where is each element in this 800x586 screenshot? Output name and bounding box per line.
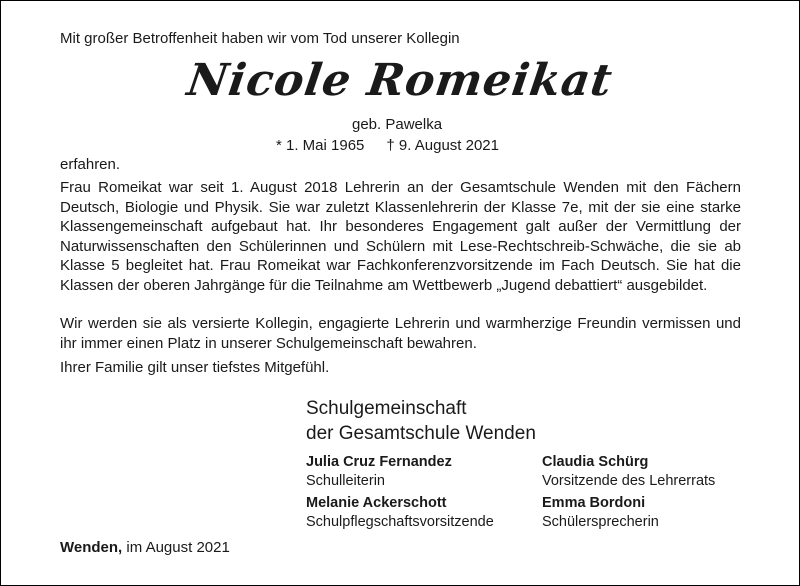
signatory bbox=[306, 453, 452, 491]
signatory-role: Schulleiterin bbox=[306, 473, 385, 489]
signatory-role: Schulpflegschaftsvorsitzende bbox=[306, 514, 494, 530]
signatory bbox=[542, 494, 659, 532]
deceased-name: Nicole Romeikat bbox=[184, 55, 616, 106]
school-line-2: der Gesamtschule Wenden bbox=[306, 423, 536, 444]
place: Wenden, bbox=[60, 539, 123, 556]
signatory-name: Julia Cruz Fernandez bbox=[306, 454, 452, 470]
biography-paragraph: Frau Romeikat war seit 1. August 2018 Lehrerin an der Gesamtschule Wenden mit den Fächern Deutsch, Biologie und Physik. Sie war zuletzt Klassenlehrerin der Klasse 7e, mit der sie eine starke Klassengemeinschaft aufgebaut hat. Ihr besonderes Engagement galt außer der Vermittlung der Naturwissenschaften den Schülerinnen und Schülern mit Lese-Rechtschreib-Schwäche, die sie ab Klasse 5 begleitet hat. Frau Romeikat war Fachkonferenzvorsitzende im Fach Deutsch. Sie hat die Klassen der oberen Jahrgänge für die Teilnahme am Wettbewerb „Jugend debattiert“ ausgebildet. bbox=[60, 179, 741, 294]
signatory-name: Claudia Schürg bbox=[542, 454, 649, 470]
signatory-role: Schülersprecherin bbox=[542, 514, 659, 530]
condolence-line: Ihrer Familie gilt unser tiefstes Mitgefühl. bbox=[60, 359, 330, 376]
signatory-role: Vorsitzende des Lehrerrats bbox=[542, 473, 716, 489]
signatory-name: Emma Bordoni bbox=[542, 495, 646, 511]
intro-text: Mit großer Betroffenheit haben wir vom Tod unserer Kollegin bbox=[60, 30, 460, 47]
maiden-name: geb. Pawelka bbox=[352, 116, 443, 133]
signatory bbox=[306, 494, 494, 532]
signatory bbox=[542, 453, 715, 491]
remembrance-paragraph: Wir werden sie als versierte Kollegin, engagierte Lehrerin und warmherzige Freundin vermissen und ihr immer einen Platz in unserer Schulgemeinschaft bewahren. bbox=[60, 315, 741, 352]
signatory-name: Melanie Ackerschott bbox=[306, 495, 447, 511]
school-signature bbox=[306, 396, 536, 446]
notice-date: im August 2021 bbox=[126, 539, 230, 556]
place-date-line bbox=[60, 539, 230, 556]
school-line-1: Schulgemeinschaft bbox=[306, 398, 467, 419]
birth-date: * 1. Mai 1965 bbox=[276, 137, 365, 154]
intro-continuation: erfahren. bbox=[60, 156, 121, 173]
death-date: † 9. August 2021 bbox=[386, 137, 499, 154]
life-dates bbox=[276, 137, 499, 154]
